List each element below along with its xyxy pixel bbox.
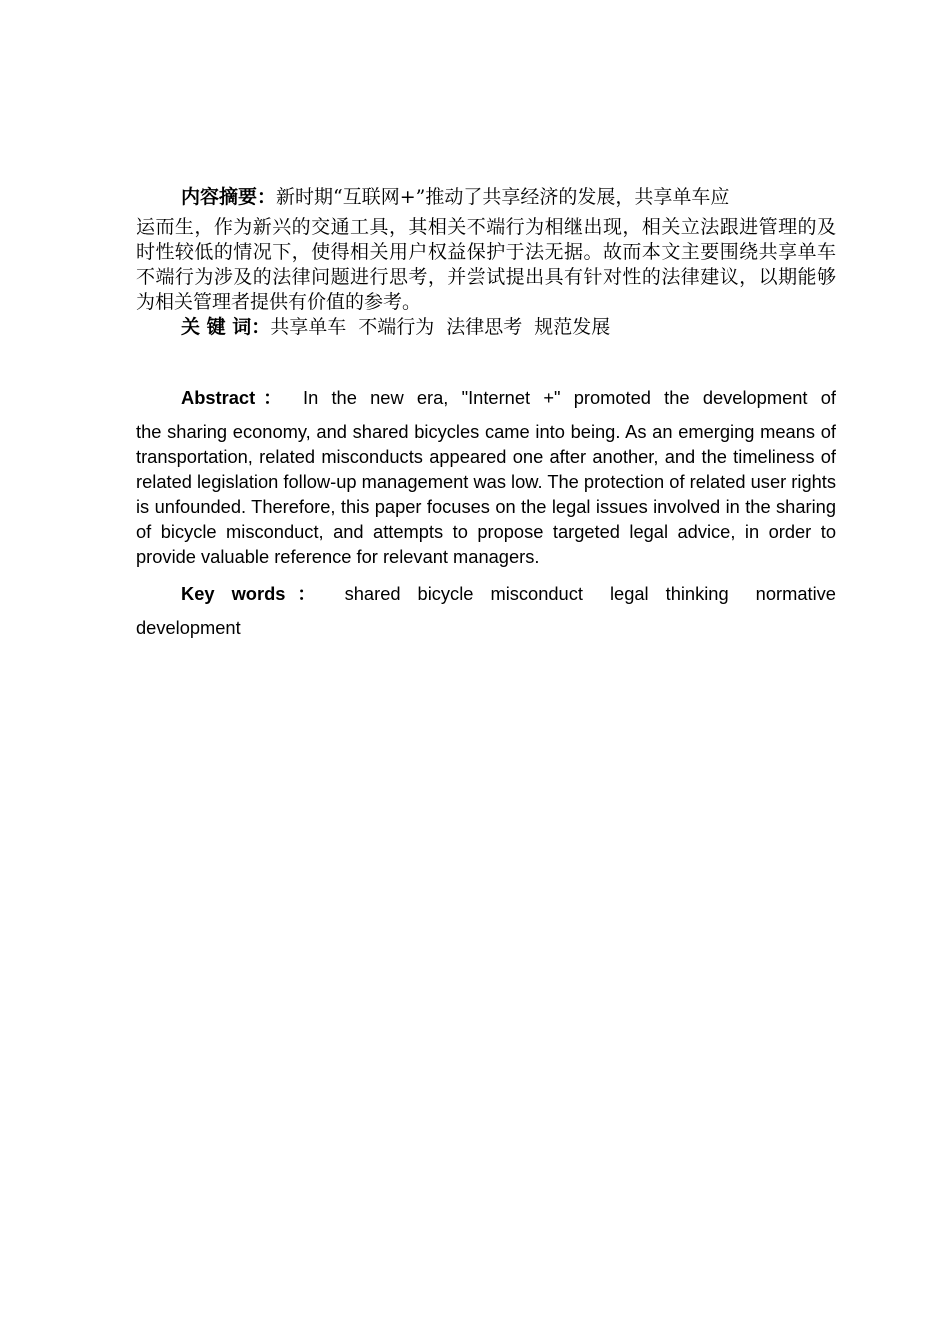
chinese-keyword: 共享单车	[270, 316, 347, 338]
english-abstract-first-text: In the new era, "Internet +" promoted the development of	[302, 387, 836, 408]
chinese-keyword: 规范发展	[534, 316, 611, 338]
english-keywords-label: Key words：	[181, 583, 328, 604]
english-keyword: misconduct	[490, 583, 583, 604]
chinese-keyword: 不端行为	[358, 316, 435, 338]
english-keyword: shared bicycle	[344, 583, 474, 604]
chinese-abstract-label: 内容摘要：	[181, 186, 277, 208]
english-keyword: normative	[755, 583, 836, 604]
chinese-keywords-label: 关 键 词：	[181, 316, 271, 338]
english-keywords-continuation: development	[136, 617, 241, 638]
chinese-keyword: 法律思考	[446, 316, 523, 338]
chinese-keywords	[136, 315, 836, 340]
english-abstract-body: the sharing economy, and shared bicycles came into being. As an emerging means of transportation, related misconducts appeared one after another, and the timeliness of related legislation follow-up management was low. The protection of related user rights is unfounded. Therefore, this paper focuses on the legal issues involved in the sharing of bicycle misconduct, and attempts to propose targeted legal advice, in order to provide valuable reference for relevant managers.	[136, 421, 836, 567]
english-abstract-first-line	[136, 383, 836, 413]
chinese-abstract-section	[136, 179, 836, 340]
chinese-abstract-body: 运而生，作为新兴的交通工具，其相关不端行为相继出现，相关立法跟进管理的及时性较低的情况下，使得相关用户权益保护于法无据。故而本文主要围绕共享单车不端行为涉及的法律问题进行思考，并尝试提出具有针对性的法律建议，以期能够为相关管理者提供有价值的参考。	[136, 216, 836, 313]
english-keywords	[136, 579, 836, 609]
chinese-abstract-first-line	[136, 179, 836, 215]
english-abstract-section	[136, 383, 836, 640]
english-keyword: legal thinking	[609, 583, 729, 604]
english-abstract-label: Abstract：	[181, 387, 290, 408]
chinese-abstract-first-text: 新时期“互联网+”推动了共享经济的发展，共享单车应	[276, 186, 730, 208]
